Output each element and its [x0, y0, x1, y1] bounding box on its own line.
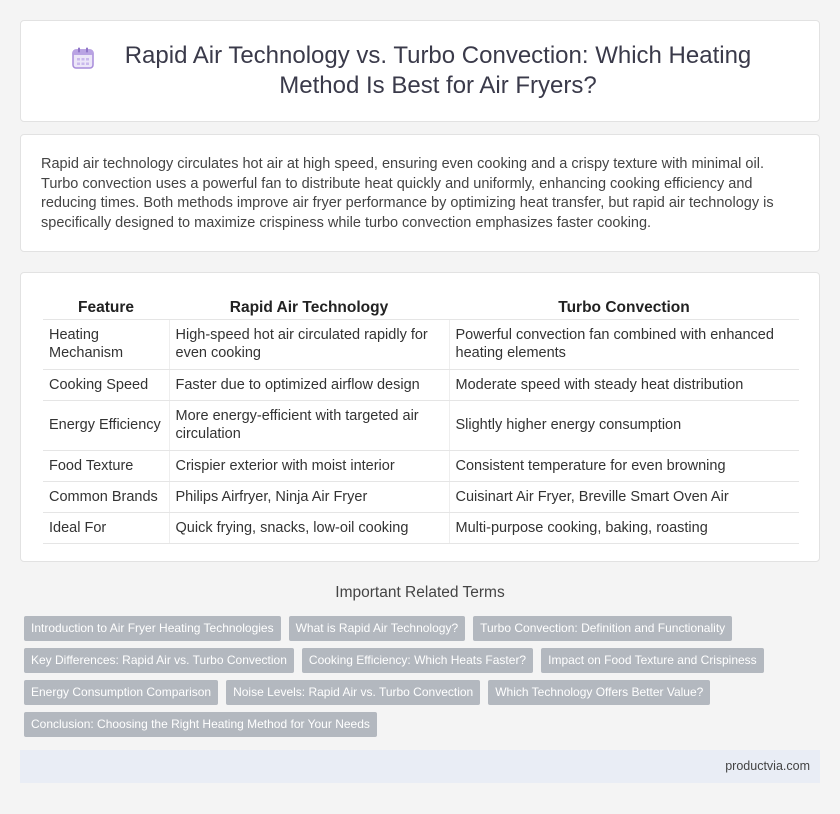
page-title: Rapid Air Technology vs. Turbo Convection: Which Heating Method Is Best for Air Fryers?	[124, 42, 752, 99]
table-cell: Crispier exterior with moist interior	[169, 450, 449, 481]
footer	[20, 750, 820, 783]
table-cell: Cooking Speed	[43, 369, 169, 400]
related-term-tag[interactable]: Impact on Food Texture and Crispiness	[541, 648, 764, 673]
table-cell: High-speed hot air circulated rapidly for even cooking	[169, 319, 449, 369]
table-cell: Powerful convection fan combined with enhanced heating elements	[449, 319, 799, 369]
table-cell: Energy Efficiency	[43, 400, 169, 450]
related-term-tag[interactable]: Key Differences: Rapid Air vs. Turbo Convection	[24, 648, 294, 673]
related-term-tag[interactable]: Cooking Efficiency: Which Heats Faster?	[302, 648, 533, 673]
related-term-tag[interactable]: Which Technology Offers Better Value?	[488, 680, 710, 705]
related-terms-tags	[24, 616, 824, 744]
table-row	[43, 400, 799, 450]
source-link[interactable]: productvia.com	[725, 759, 810, 773]
related-term-tag[interactable]: Conclusion: Choosing the Right Heating Method for Your Needs	[24, 712, 377, 737]
table-row	[43, 450, 799, 481]
table-cell: Ideal For	[43, 512, 169, 543]
table-cell: Consistent temperature for even browning	[449, 450, 799, 481]
table-row	[43, 512, 799, 543]
tag-row	[24, 680, 824, 705]
comparison-table-card	[20, 272, 820, 562]
table-header-row	[43, 293, 799, 319]
comparison-table	[43, 293, 799, 544]
table-cell: Quick frying, snacks, low-oil cooking	[169, 512, 449, 543]
table-cell: Food Texture	[43, 450, 169, 481]
related-term-tag[interactable]: Turbo Convection: Definition and Functionality	[473, 616, 732, 641]
table-cell: Heating Mechanism	[43, 319, 169, 369]
table-cell: Philips Airfryer, Ninja Air Fryer	[169, 481, 449, 512]
intro-paragraph: Rapid air technology circulates hot air at high speed, ensuring even cooking and a crispy texture with minimal oil. Turbo convection uses a powerful fan to distribute heat quickly and uniformly, enhancing cooking efficiency and reducing times. Both methods improve air fryer performance by optimizing heat transfer, but rapid air technology is specifically designed to maximize crispiness while turbo convection emphasizes faster cooking.	[41, 156, 774, 231]
related-term-tag[interactable]: Noise Levels: Rapid Air vs. Turbo Convection	[226, 680, 480, 705]
tag-row	[24, 616, 824, 641]
table-cell: Cuisinart Air Fryer, Breville Smart Oven Air	[449, 481, 799, 512]
related-term-tag[interactable]: Energy Consumption Comparison	[24, 680, 218, 705]
table-row	[43, 481, 799, 512]
table-cell: Multi-purpose cooking, baking, roasting	[449, 512, 799, 543]
title-wrap	[70, 41, 770, 101]
column-header-feature: Feature	[43, 293, 169, 319]
tag-row	[24, 648, 824, 673]
related-terms-heading: Important Related Terms	[335, 584, 505, 601]
title-card	[20, 20, 820, 122]
table-cell: More energy-efficient with targeted air circulation	[169, 400, 449, 450]
related-term-tag[interactable]: What is Rapid Air Technology?	[289, 616, 466, 641]
column-header-rapid-air: Rapid Air Technology	[169, 293, 449, 319]
table-cell: Moderate speed with steady heat distribution	[449, 369, 799, 400]
column-header-turbo-convection: Turbo Convection	[449, 293, 799, 319]
table-cell: Faster due to optimized airflow design	[169, 369, 449, 400]
table-cell: Common Brands	[43, 481, 169, 512]
calendar-icon	[70, 45, 96, 71]
table-cell: Slightly higher energy consumption	[449, 400, 799, 450]
tag-row	[24, 712, 824, 737]
related-term-tag[interactable]: Introduction to Air Fryer Heating Technologies	[24, 616, 281, 641]
table-row	[43, 319, 799, 369]
table-row	[43, 369, 799, 400]
intro-card	[20, 134, 820, 252]
